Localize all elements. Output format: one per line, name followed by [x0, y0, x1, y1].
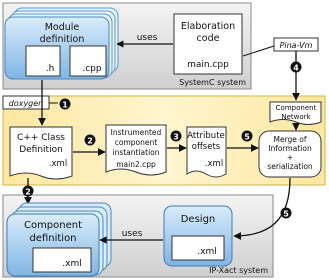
component-line1: Component — [23, 220, 83, 231]
svg-text:5: 5 — [283, 209, 289, 219]
cpp-class-definition-box — [10, 127, 72, 179]
svg-text:doxygen: doxygen — [8, 99, 44, 108]
pinavm-label — [274, 38, 318, 51]
attribute-offsets-box — [187, 127, 226, 177]
component-file: .xml — [62, 259, 82, 269]
svg-text:4: 4 — [293, 63, 299, 73]
svg-text:1: 1 — [62, 100, 68, 110]
merge-line3: + — [286, 153, 294, 162]
design-box — [164, 206, 232, 266]
component-line2: definition — [29, 233, 77, 244]
elaboration-line2: code — [196, 33, 220, 44]
merge-line1: Merge of — [273, 135, 307, 144]
module-title-line1: Module — [44, 22, 80, 33]
uses-label-bottom: uses — [121, 229, 143, 239]
component-definition-box — [7, 203, 111, 276]
cpp-class-line2: Definition — [19, 145, 63, 155]
svg-text:2: 2 — [25, 187, 31, 197]
instrumented-line1: Instrumented — [110, 128, 162, 137]
elaboration-code-box — [174, 14, 242, 74]
module-definition-box — [5, 8, 118, 79]
svg-text:Pina-Vm: Pina-Vm — [279, 41, 313, 50]
cpp-class-line1: C++ Class — [17, 133, 65, 143]
module-file-h: .h — [45, 64, 55, 74]
attribute-line2: offsets — [191, 142, 221, 152]
attribute-file: .xml — [204, 159, 224, 169]
instrumented-line2: component — [114, 138, 158, 147]
svg-text:2: 2 — [87, 136, 93, 146]
instrumented-line3: instantiation — [112, 148, 160, 157]
systemc-caption: SystemC system — [179, 78, 246, 87]
merge-line2: Information — [268, 144, 312, 153]
module-file-cpp: .cpp — [82, 64, 102, 74]
instrumented-file: main2.cpp — [116, 160, 156, 169]
svg-text:5: 5 — [244, 132, 250, 142]
design-file: .xml — [197, 247, 217, 257]
instrumented-instantiation-box — [106, 125, 166, 175]
component-network-line2: Network — [281, 113, 311, 121]
elaboration-file: main.cpp — [187, 60, 229, 70]
design-title: Design — [180, 214, 216, 225]
svg-text:3: 3 — [173, 132, 179, 142]
elaboration-line1: Elaboration — [180, 21, 236, 32]
cpp-class-file: .xml — [48, 159, 68, 169]
attribute-line1: Attribute — [187, 131, 225, 141]
uses-label-top: uses — [136, 33, 158, 43]
merge-line4: serialization — [267, 162, 313, 171]
module-title-line2: definition — [39, 34, 85, 45]
component-network-line1: Component — [275, 104, 317, 112]
merge-serialization-box — [259, 131, 321, 177]
ipxact-caption: IP-Xact system — [209, 266, 268, 275]
